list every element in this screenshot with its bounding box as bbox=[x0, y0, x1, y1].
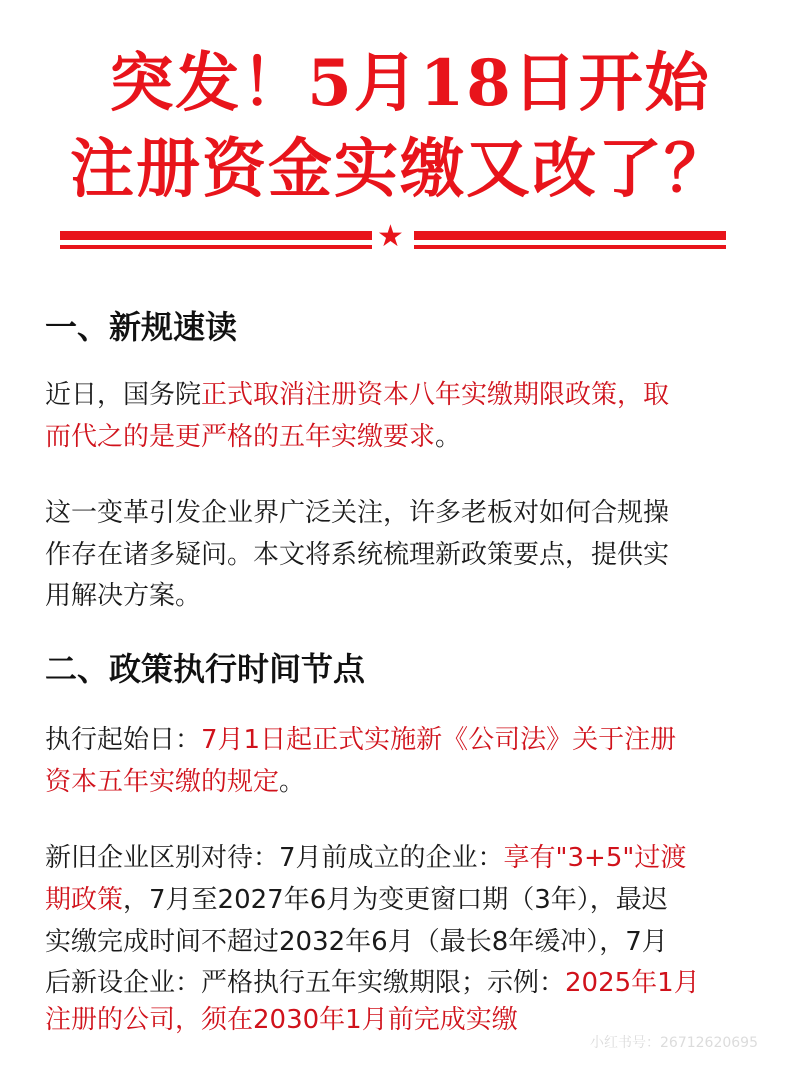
highlighted-text: 正式取消注册资本八年实缴期限政策，取 bbox=[201, 380, 670, 410]
text-segment: 这一变革引发企业界广泛关注，许多老板对如何合规操 bbox=[45, 498, 670, 528]
text-segment: ，7月至2027年6月为变更窗口期（3年），最迟 bbox=[123, 885, 668, 915]
divider-left-thick bbox=[60, 231, 372, 240]
text-segment: 后新设企业：严格执行五年实缴期限；示例： bbox=[45, 968, 566, 998]
divider-right-thin bbox=[414, 245, 726, 249]
text-segment: 作存在诸多疑问。本文将系统梳理新政策要点，提供实 bbox=[45, 540, 670, 570]
text-line bbox=[45, 725, 676, 755]
text-line bbox=[45, 581, 201, 611]
divider-right-thick bbox=[414, 231, 726, 240]
highlighted-text: 资本五年实缴的规定 bbox=[45, 767, 280, 797]
text-line bbox=[45, 422, 461, 452]
text-line bbox=[45, 1005, 518, 1035]
section-heading-1: 一、新规速读 bbox=[45, 308, 238, 346]
text-line bbox=[45, 767, 305, 797]
highlighted-text: 而代之的是更严格的五年实缴要求 bbox=[45, 422, 436, 452]
star-icon: ★ bbox=[377, 219, 404, 254]
text-segment: 。 bbox=[435, 422, 462, 452]
text-segment: 近日，国务院 bbox=[45, 380, 202, 410]
highlighted-text: 2025年1月 bbox=[565, 968, 700, 998]
highlighted-text: 期政策 bbox=[45, 885, 124, 915]
highlighted-text: 7月1日起正式实施新《公司法》关于注册 bbox=[201, 725, 677, 755]
section-heading-2: 二、政策执行时间节点 bbox=[45, 650, 366, 688]
text-segment: 执行起始日： bbox=[45, 725, 202, 755]
text-segment: 新旧企业区别对待：7月前成立的企业： bbox=[45, 843, 504, 873]
text-line bbox=[45, 843, 686, 873]
text-line bbox=[45, 540, 669, 570]
text-segment: 实缴完成时间不超过2032年6月（最长8年缓冲），7月 bbox=[45, 927, 668, 957]
text-segment: 。 bbox=[279, 767, 306, 797]
text-segment: 用解决方案。 bbox=[45, 581, 202, 611]
headline-line-1: 突发！5月18日开始 bbox=[109, 46, 711, 121]
text-line bbox=[45, 885, 668, 915]
watermark: 小红书号：26712620695 bbox=[590, 1035, 758, 1051]
headline-line-2: 注册资金实缴又改了？ bbox=[70, 132, 730, 207]
highlighted-text: 注册的公司，须在2030年1月前完成实缴 bbox=[45, 1005, 518, 1035]
text-line bbox=[45, 968, 700, 998]
divider-left-thin bbox=[60, 245, 372, 249]
text-line bbox=[45, 927, 668, 957]
highlighted-text: 享有"3+5"过渡 bbox=[503, 843, 687, 873]
text-line bbox=[45, 380, 669, 410]
text-line bbox=[45, 498, 669, 528]
